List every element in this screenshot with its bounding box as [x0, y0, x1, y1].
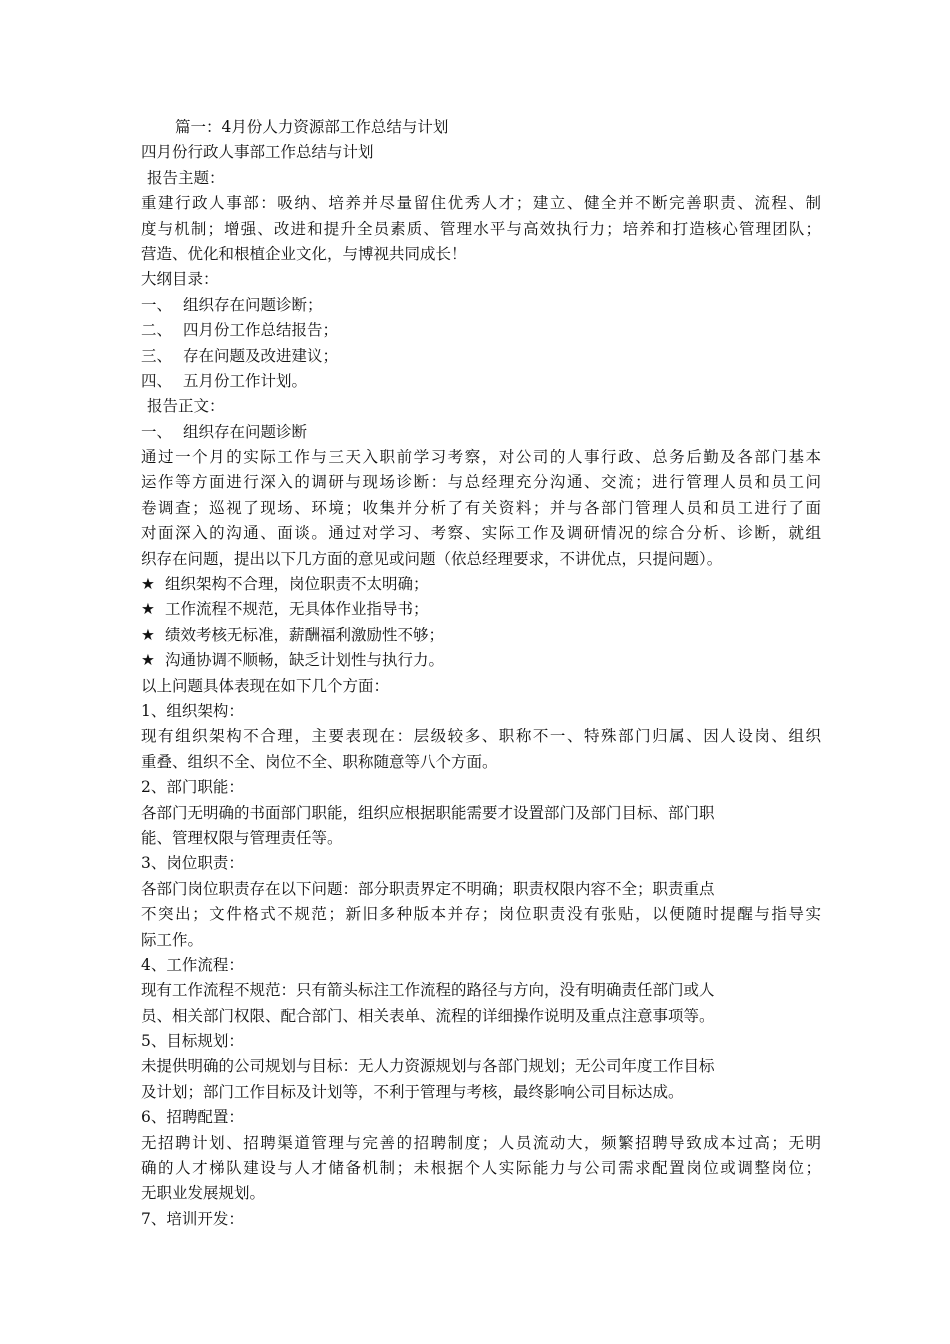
outline-text: 四月份工作总结报告； [183, 321, 339, 340]
outline-number: 四、 [141, 371, 173, 390]
star-bullet-icon: ★ [141, 575, 155, 594]
outline-item [141, 318, 821, 343]
outline-list [141, 293, 821, 395]
paragraph-line: 织存在问题，提出以下几方面的意见或问题（依总经理要求，不讲优点，只提问题）。 [141, 549, 723, 568]
report-theme-paragraph [141, 191, 821, 267]
problem-item [141, 648, 821, 673]
paragraph-line: 通过一个月的实际工作与三天入职前学习考察，对公司的人事行政、总务后勤及各部门基本 [141, 448, 821, 467]
paragraph-line: 对面深入的沟通、面谈。通过对学习、考察、实际工作及调研情况的综合分析、诊断，就组 [141, 524, 821, 543]
body-label: 报告正文： [147, 397, 225, 416]
problem-text: 绩效考核无标准，薪酬福利激励性不够； [165, 625, 445, 644]
item-heading: 1、组织架构： [141, 701, 244, 720]
paragraph-line: 无职业发展规划。 [141, 1184, 266, 1203]
problem-item [141, 597, 821, 622]
paragraph-line: 能、管理权限与管理责任等。 [141, 828, 343, 847]
item-heading: 3、岗位职责： [141, 854, 244, 873]
document-page [141, 115, 821, 1232]
paragraph-line: 未提供明确的公司规划与目标：无人力资源规划与各部门规划；无公司年度工作目标 [141, 1057, 715, 1076]
paragraph-line: 际工作。 [141, 930, 204, 949]
problems-intro: 以上问题具体表现在如下几个方面： [141, 676, 390, 695]
paragraph-line: 度与机制；增强、改进和提升全员素质、管理水平与高效执行力；培养和打造核心管理团队； [141, 219, 821, 238]
outline-item [141, 369, 821, 394]
section-heading [141, 420, 821, 445]
document-subtitle: 四月份行政人事部工作总结与计划 [141, 143, 374, 162]
detail-items [141, 699, 821, 1232]
outline-label: 大纲目录： [141, 270, 219, 289]
paragraph-line: 营造、优化和根植企业文化，与博视共同成长！ [141, 244, 467, 263]
item-heading: 7、培训开发： [141, 1209, 244, 1228]
outline-item [141, 293, 821, 318]
paragraph-line: 卷调查；巡视了现场、环境；收集并分析了有关资料；并与各部门管理人员和员工进行了面 [141, 498, 821, 517]
report-theme-label: 报告主题： [147, 168, 225, 187]
problem-text: 沟通协调不顺畅，缺乏计划性与执行力。 [165, 651, 445, 670]
paragraph-line: 重建行政人事部：吸纳、培养并尽量留住优秀人才；建立、健全并不断完善职责、流程、制 [141, 194, 821, 213]
paragraph-line: 现有组织架构不合理，主要表现在：层级较多、职称不一、特殊部门归属、因人设岗、组织 [141, 727, 821, 746]
document-title: 篇一：4月份人力资源部工作总结与计划 [175, 118, 449, 136]
section-number: 一、 [141, 422, 173, 441]
section-title: 组织存在问题诊断 [183, 422, 308, 441]
outline-text: 组织存在问题诊断； [183, 295, 323, 314]
paragraph-line: 不突出；文件格式不规范；新旧多种版本并存；岗位职责没有张贴，以便随时提醒与指导实 [141, 905, 821, 924]
outline-number: 一、 [141, 295, 173, 314]
outline-text: 五月份工作计划。 [183, 371, 308, 390]
problem-item [141, 572, 821, 597]
paragraph-line: 无招聘计划、招聘渠道管理与完善的招聘制度；人员流动大，频繁招聘导致成本过高；无明 [141, 1133, 821, 1152]
star-bullet-icon: ★ [141, 625, 155, 644]
star-bullet-icon: ★ [141, 651, 155, 670]
problem-text: 组织架构不合理，岗位职责不太明确； [165, 575, 429, 594]
outline-number: 二、 [141, 321, 173, 340]
paragraph-line: 员、相关部门权限、配合部门、相关表单、流程的详细操作说明及重点注意事项等。 [141, 1006, 715, 1025]
paragraph-line: 现有工作流程不规范：只有箭头标注工作流程的路径与方向，没有明确责任部门或人 [141, 981, 715, 1000]
outline-item [141, 344, 821, 369]
problem-item [141, 623, 821, 648]
item-heading: 5、目标规划： [141, 1032, 244, 1051]
outline-text: 存在问题及改进建议； [183, 346, 339, 365]
paragraph-line: 运作等方面进行深入的调研与现场诊断：与总经理充分沟通、交流；进行管理人员和员工问 [141, 473, 821, 492]
paragraph-line: 确的人才梯队建设与人才储备机制；未根据个人实际能力与公司需求配置岗位或调整岗位； [141, 1159, 821, 1178]
problem-text: 工作流程不规范，无具体作业指导书； [165, 600, 429, 619]
item-heading: 4、工作流程： [141, 955, 244, 974]
paragraph-line: 各部门岗位职责存在以下问题：部分职责界定不明确；职责权限内容不全；职责重点 [141, 879, 715, 898]
paragraph-line: 各部门无明确的书面部门职能，组织应根据职能需要才设置部门及部门目标、部门职 [141, 803, 715, 822]
item-heading: 2、部门职能： [141, 778, 244, 797]
problem-list [141, 572, 821, 674]
paragraph-line: 及计划；部门工作目标及计划等，不利于管理与考核，最终影响公司目标达成。 [141, 1082, 684, 1101]
diagnosis-paragraph [141, 445, 821, 572]
star-bullet-icon: ★ [141, 600, 155, 619]
paragraph-line: 重叠、组织不全、岗位不全、职称随意等八个方面。 [141, 752, 498, 771]
item-heading: 6、招聘配置： [141, 1108, 244, 1127]
outline-number: 三、 [141, 346, 173, 365]
